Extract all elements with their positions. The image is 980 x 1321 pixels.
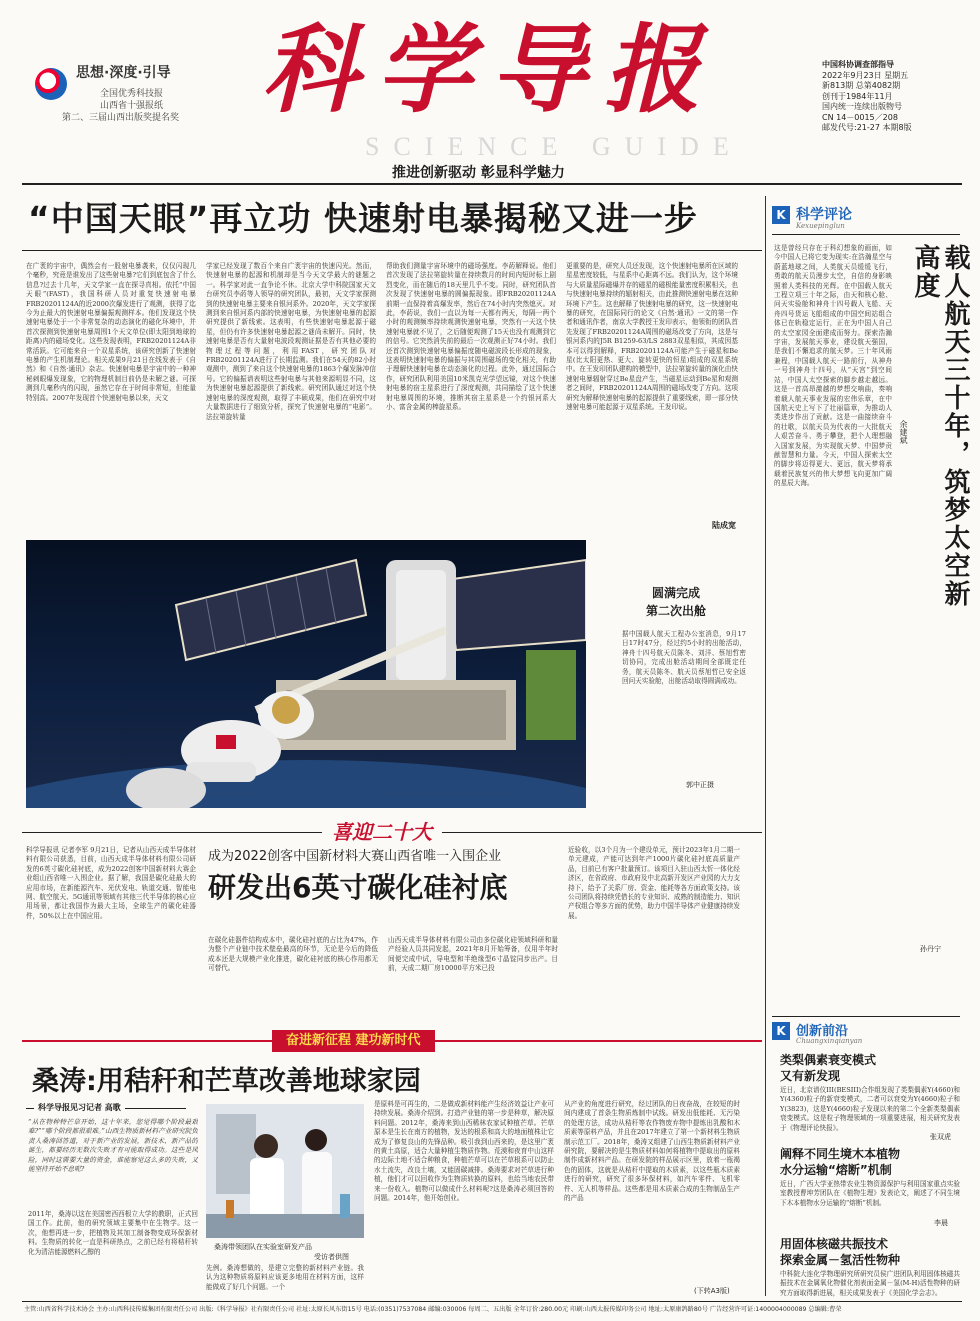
issue-info (822, 60, 972, 134)
innovation-top-rule (772, 1016, 960, 1017)
honor-3: 第二、三届山西出版奖提名奖 (62, 113, 180, 123)
lead-col-3: 帮助我们测量宇宙环境中的磁场强度。李菂解释说。他们首次发现了法拉第旋转量在持续数月的时间内短时标上剧烈变化，而在随后的18天里几乎不变。同时，研究团队首次发现了快速射电暴的圆偏振现象。即FRB20201124A前期一直保持着高爆发率，然后在74小时内突然熄灭。对此，李菂说，我们一直以为每一天都有两天，每隔一两个小时的观测频率持续观测快速射电暴，突然有一天这个快速射电暴就不见了，之后随便观测了15天也没有观测到它的信号。它突然消失前的最后一次观测正好74小时。我们还首次测到快速射电暴偏振度随电磁波段长形成的现象，这表明快速射电暴的偏振与其周围磁场的变化相关，有助于理解快速射电暴在动态演化的过程。此外，通过国际合作，研究团队利用美国10米凯克光学望远镜，对这个快速射电暴的宿主星系进行了深度观测，共同描绘了这个快速射电暴周围的环境，推断其宿主星系是一个约银河系大小、富含金属的棒旋星系。 (386, 262, 556, 412)
photo-credit: 郭中正摄 (686, 781, 714, 789)
founded-line: 创刊于1984年11月 (822, 91, 893, 101)
lead-col-2: 学家已经发现了数百个来自广袤宇宙的快速闪光。然而，快速射电暴的起源和机制却是当今天文学最大的谜题之一。科学家对此一直争论不休。北京大学中科院国家天文台研究员李菂等人领导的研究团队，最初，天文学家探测到的快速射电暴主要来自银河系外。2020年，天文学家探测到来自银河系内部的快速射电暴，为快速射电暴的起源研究提供了新线索。这表明，有些快速射电暴起源于磁星，但仍有许多快速射电暴起源之谜尚未解开。同时，快速射电暴是否有大量射电波段观测证据是否有其他必要的物理过程等问题，利用FAST，研究团队对FRB20201124A进行了长期监测。我们在54天的82小时观测中，测到了来自这个快速射电暴的1863个爆发脉冲信号。它的偏振谱表明这些射电暴与其他来源明显不同，这为快速射电暴起源提供了新线索。研究团队通过对这个快速射电暴的深度观测，取得了丰硕成果，他们在研究中对大量数据进行了细致分析，探究了快速射电暴的“电影”。法拉第旋转量 (206, 262, 376, 421)
cn-code: CN 14－0015／208 (822, 112, 898, 122)
innovation-item1-body: 近日，北京谱仪III(BESIII)合作组发现了类梨偶素Y(4660)和Y(4360)粒子的新衰变模式，二者可以衰变为Y(4660)粒子和Y(3823)，这是Y(4660)粒子发现以来的第二个全新类梨偶素衰变模式。这是粒子物理领域的一项重要进展，相关研究发表于《物理评论快报》。 (780, 1086, 960, 1132)
date-line: 2022年9月23日 星期五 (822, 70, 909, 80)
innovation-item1-author: 张双虎 (930, 1133, 951, 1141)
sic-kicker: 成为2022创客中国新材料大赛山西省唯一入围企业 (208, 849, 502, 864)
lead-headline: “中国天眼”再立功 快速射电暴揭秘又进一步 (28, 199, 698, 238)
feature-col-4: 从产业的角度进行研究，经过团队的日夜奋战，在较短的时间内建成了首条生物质炼制中试线。研发出低能耗、无污染的处理方法，成功从秸秆等农作物废弃物中提炼出乳酸和木质素等原料产品，并且在2017年建立了第一个新材料生物质制示范工厂。2018年，桑涛又组建了山西生物质新材料产业研究院，要解决的是生物质材料如何将植物中提取出的原料制作成新材料产品。在研发院的样品展示区里，放着一瓶褐色的固体，这就是从秸秆中提取的木质素，以这些瓶木质素进行的研究，研究了很多环保材料，如汽车零件、飞机零件、无人机等样品。这些都是用木质素合成的生物制品生产的产品 (564, 1100, 740, 1203)
sic-col-4: 近验收，以3个月为一个建设单元，预计2023年1月二期一单元建成，产能可达到年产1000片碳化硅衬底高质量产品，目前已有客户批量预订。该项目入驻山西太忻一体化经济区，在省政府、市政府及中北高新开发区产业园的大力支持下，给予了关系厂房、资金、能耗等各方面政策支持。该公司团队将持续凭借长的专业知识、成熟的制造能力、知识产权组合等多方面的优势，助力中国半导体产业健康持续发展。 (568, 846, 740, 920)
photo-caption-box (598, 548, 754, 806)
innovation-item3-title-1: 用固体核磁共振技术 (780, 1237, 889, 1251)
newspaper-masthead: 科学导报 (262, 13, 718, 126)
feature-col-2: 先例。桑涛想做的，是建立完整的新材料产业链。我认为这种物质将原料应该更多地用在材料方面，这样能做成了好几个问题。一个 (206, 1264, 364, 1291)
lab-photo-credit: 受访者供图 (314, 1253, 349, 1261)
honor-1: 全国优秀科技报 (100, 89, 164, 99)
commentary-author: 余建斌 (899, 420, 908, 444)
lead-byline: 陆成宽 (712, 521, 736, 530)
commentary-headline: 载人航天三十年，筑梦太空新高度 (910, 244, 970, 608)
innovation-column-label: 创新前沿 (796, 1024, 849, 1039)
brand-logo-icon (35, 68, 67, 100)
lab-photo-caption: 桑涛带领团队在实验室研发产品 (214, 1243, 312, 1251)
lead-rule (22, 250, 762, 251)
lab-photo (206, 1104, 364, 1238)
masthead-english: SCIENCE GUIDE (365, 132, 743, 161)
photo-caption-title-2: 第二次出舱 (645, 604, 706, 618)
honor-2: 山西省十强报纸 (100, 101, 164, 111)
footer-imprint: 主管:山西省科学技术协会 主办:山西科技传媒集团有限责任公司 出版:《科学导报》社有限责任公司 社址:太原长风东街15号 电话:(0351)7537084 邮编:030006 每周二、五出版 全年订价:280.00元 印刷:山西太报传媒印务公司 地址:太原康鸽路80号 广告经营许可证:1400004000089 总编辑:曹荣 (24, 1306, 842, 1313)
innovation-item1-title-1: 类梨偶素衰变模式 (780, 1053, 877, 1067)
brand-tagline: 思想·深度·引导 (76, 65, 171, 81)
innovation-item3-title (780, 1236, 900, 1268)
cn-label: 国内统一连续出版物号 (822, 102, 902, 111)
commentary-column-label: 科学评论 (796, 207, 852, 223)
postal-line: 邮发代号:21-27 本期8版 (822, 123, 912, 132)
celebration-banner: 喜迎二十大 (322, 816, 442, 845)
innovation-item1-title-2: 又有新发现 (780, 1069, 841, 1083)
masthead-slogan: 推进创新驱动 彰显科学魅力 (392, 165, 565, 181)
sic-col-2: 在碳化硅器件结构成本中，碳化硅衬底的占比为47%，作为整个产业链中技术壁垒最高的环节，无论是今后的降低成本还是大规模产业化推进，碳化硅衬底的核心作用都无可替代。 (208, 936, 378, 973)
masthead-rule (22, 183, 962, 185)
spacewalk-photo (26, 540, 586, 808)
lead-col-4: 更重要的是，研究人员还发现，这个快速射电暴所在区域的星星密度较低，与星系中心距离不远。我们认为，这个环境与大质量星际磁爆并存的磁星的磁极能量密度积累相关，也与快速射电暴持续的辐射相关，由此推测快速射电暴在这种环境下产生。这也解释了快速射电暴的研究，这一快速射电暴的研究，在国际同行的论文《自然·通讯》一文的第一作者和通讯作者，南京大学教授王发印表示，他领衔的团队首先发现了FRB20201124A周围的磁场改变了方向，这是与银河系内的J5R B1259-63/LS 2883双星相似，其成因基本可以得到解释，FRB20201124A可能产生于磁星和Be星(比太阳更热、更大、旋转更快的恒星)组成的双星系统中。在王发印团队建构的模型中，法拉第旋转量的演化由快速射电暴辐射穿过Be星盘产生，当磁星运动到Be星和观测者之间时，FRB20201124A周围的磁场改变了方向。这项研究为解释快速射电暴的起源提供了重要线索，即一部分快速射电暴可能起源于双星系统。王发印说。 (566, 262, 738, 412)
feature-headline: 桑涛:用秸秆和芒草改善地球家园 (32, 1066, 421, 1097)
commentary-byline: 孙丹宁 (920, 945, 941, 953)
photo-caption-title-1: 圆满完成 (651, 586, 700, 600)
innovation-column-en: Chuangxinqianyan (796, 1037, 863, 1045)
feature-byline: 科学导报见习记者 高歌 (34, 1102, 125, 1113)
lead-col-1: 在广袤的宇宙中，偶然会有一股射电暴袭来，仅仅闪现几个毫秒，究竟是谁发出了这些射电暴?它们到底包含了什么信息?过去十几年，天文学家一直在探寻真相。依托“中国天眼”(FAST)，我国科研人员对重复快速射电暴FRB20201124A的近2000次爆发进行了观测，获得了迄今为止最大的快速射电暴偏振观测样本。他们发现这个快速射电暴处于一个非常复杂的动态演化的磁化环境中，并首次探测到快速射电暴周围1个天文单位(即太阳到地球的距离)内的磁场变化。这些发现表明，FRB20201124A非常活跃。它可能来自一个双星系统，该研究创新了快速射电暴的产生机制理论。相关成果9月21日在线发表于《自然》和《自然·通讯》杂志。快速射电暴是宇宙中的一种神秘刺眼爆发现象，它的物理机制目前仍是未解之谜。可探测到几毫秒内的闪现，虽然它存在于时间非常短，但能量特别高。2007年发现首个快速射电暴以来，天文 (26, 262, 196, 402)
lab-scene-illustration (206, 1104, 364, 1238)
publisher-line: 中国科协调查部指导 (822, 60, 894, 69)
space-station-illustration (26, 540, 586, 808)
footer-rule (22, 1301, 962, 1302)
feature-col-1: 2011年，桑涛以这在美国密西西根立大学的教职，正式回国工作。此前，他的研究领域主要集中在生物学。这一次，他想再进一步，把植物及其加工制备物变成环保新材料。生物质的转化一直是科研热点，之前已经有将秸秆转化为清洁能源燃料乙醇的 (28, 1210, 198, 1256)
commentary-rule (772, 234, 960, 235)
innovation-item2-title-2: 水分运输“熔断”机制 (780, 1163, 892, 1177)
issue-line: 新813期 总第4082期 (822, 81, 901, 90)
photo-caption-body: 据中国载人航天工程办公室消息，9月17日17时47分，经过约5小时的出舱活动，神舟十四号航天员陈冬、刘洋、蔡旭哲密切协同，完成出舱活动期间全部既定任务，航天员陈冬、航天员蔡旭哲已安全返回问天实验舱，出舱活动取得圆满成功。 (622, 630, 746, 686)
commentary-body: 这是曾经只存在于科幻想象的画面，如今中国人已将它变为现实:在浩瀚星空与蔚蓝地球之间，人类航天员缓缓飞行，勇敢的航天员漫步太空，自信的身影映照着人类科技的光辉。在中国载人航天工程立项三十年之际，由天和核心舱、问天实验舱和神舟十四号载人飞船、天舟四号货运飞船组成的中国空间站组合体已在轨稳定运行，正在为中国人自己的太空家园全面建成而努力。探索浩瀚宇宙，发展航天事业，建设航天强国，是我们不懈追求的航天梦。三十年风雨兼程，中国载人航天一路前行，从神舟一号到神舟十四号，从“天宫”到空间站，中国人太空探索的脚步越走越远。这是一首高昂激越的梦想交响曲，奏响着载人航天事业发展的宏伟乐章，在中国航天史上写下了壮丽篇章，为推动人类进步作出了贡献。这是一曲接续奋斗的壮歌，以航天员为代表的一大批航天人艰苦奋斗、勇于攀登，把个人理想融入国家发展，为实现航天梦、中国梦贡献智慧和力量。今天，中国人探索太空的脚步将迈得更大、更远，航天梦将承载着民族复兴的伟大梦想飞向更加广阔的星辰大海。 (774, 244, 892, 488)
feature-intro: “从在物种特芒草开始，这十年来，您觉得哪个阶段最艰难?”“哪个阶段都很艰难。”山西生物质新材料产业研究院负责人桑涛回答道，对于新产业的发展，新技术、新产品的诞生，都要经历无数次失败才有可能取得成功。这些是风险，同时这需要大量的资金，谁能察觉这么多的失败，又能坚持开始不息呢? (28, 1118, 198, 1174)
feature-continued: (下转A3版) (694, 1287, 730, 1295)
commentary-column-en: Kexuepinglun (796, 222, 845, 230)
innovation-item2-title (780, 1146, 900, 1178)
innovation-item2-author: 李晨 (934, 1219, 948, 1227)
k-logo-icon: K (772, 206, 790, 224)
right-column-divider (765, 196, 766, 1296)
sic-headline: 研发出6英寸碳化硅衬底 (208, 871, 508, 904)
innovation-item2-title-1: 阐释不同生境木本植物 (780, 1147, 901, 1161)
k-logo-icon-2: K (772, 1022, 790, 1040)
innovation-item1-title (780, 1052, 876, 1084)
feature-col-3: 是原料是可再生的，二是做成新材料能产生经济效益让产业可持续发展。桑涛介绍到。打造产业链的第一步是种草，解决原料问题。2012年，桑涛来到山西稀林农家试种植芒草。芒草原本是生长在南方的植物，发达的根系和高大的地面植株让它成为了修复良山的先锋品种。吸引我到山西来的，是这里广袤的黄土高原，适合大量种植生物质作物。荒漠和夜育中山这样的边际土地不适合种粮食，种植芒草可以在芒草根系可以防止水土流失，改良土壤，又能固碳减排。桑涛要求对芒草进行种植，他们才可以回收作为生物质转换的原料，也给当地农民带来一份收入。植物可以做成什么材料呢?这是桑涛必须回答的问题。2014年，他开始创业。 (374, 1100, 554, 1203)
innovation-item3-body: 中科院大连化学物理研究所研究员侯广进团队利用固体核磁共振技术在金属氧化物催化剂表面金属－氢(M-H)活性物种的研究方面取得新进展，相关成果发表于《美国化学会志》。 (780, 1270, 960, 1297)
innovation-item3-title-2: 探索金属－氢活性物种 (780, 1253, 901, 1267)
campaign-banner: 奋进新征程 建功新时代 (272, 1030, 435, 1052)
innovation-item2-body: 近日，广西大学亚热带农业生物资源保护与利用国家重点实验室教授曹坤芳团队在《植物生理》发表论文，阐述了不同生境下木本植物水分运输的“熔断”机制。 (780, 1180, 960, 1207)
sic-col-1: 科学导报讯 记者李军 9月21日，记者从山西天成半导体材料有限公司获悉，目前，山西天成半导体材料有限公司研发的6英寸碳化硅衬底，成为2022创客中国新材料大赛企业组山西省唯一入围企业。据了解，我国是碳化硅最大的应用市场，在新能源汽车、光伏发电、轨道交通、智能电网、航空航天、5G通讯等领域有其他三代半导体的核心应用场景，都让我国作为最大主场，全球生产的碳化硅器件，50%以上在中国应用。 (26, 846, 196, 920)
commentary-body-cont (898, 640, 960, 940)
sic-col-3: 山西天成半导体材料有限公司由多位碳化硅领域科研和量产经验人员共同发起，2021年8月开始筹备，仅用半年时间便完成中试，导电型和半绝缘型6寸晶锭同步出产。目前，天成二期厂房10000平方米已投 (388, 936, 558, 973)
